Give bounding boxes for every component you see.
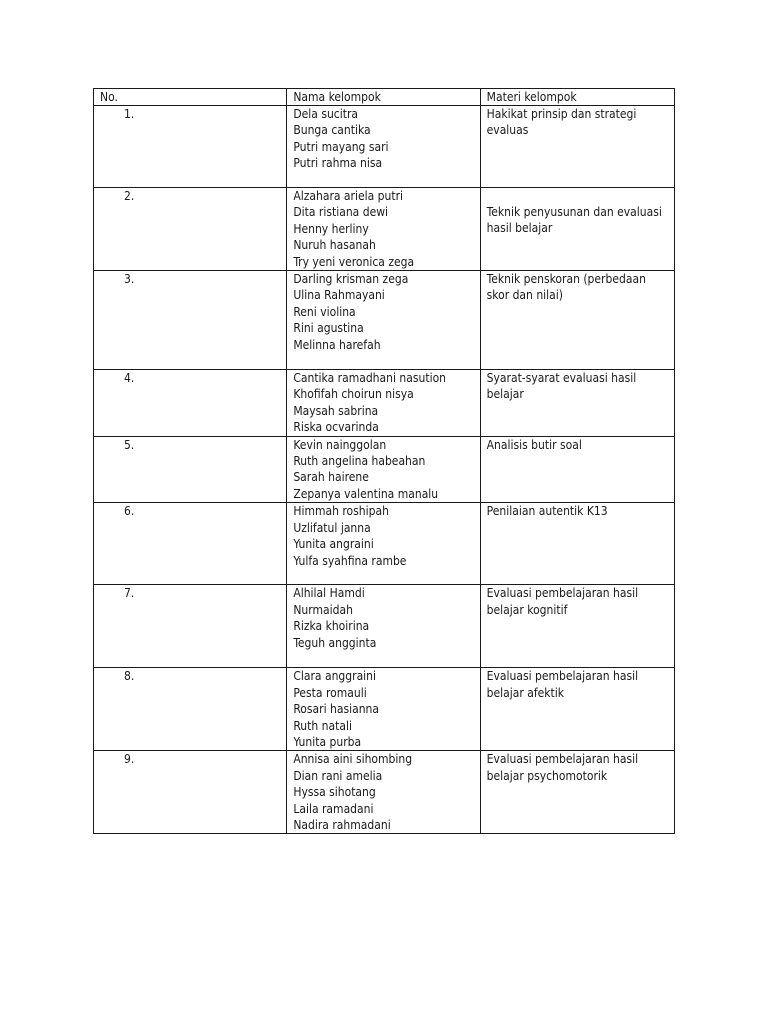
member-name: Try yeni veronica zega [293,254,415,269]
topic-cell [480,503,674,585]
member-name: Yulfa syahfina rambe [293,553,407,568]
row-number: 2. [124,189,135,203]
row-number: 5. [124,437,135,452]
row-number-cell [94,106,287,188]
row-number-cell [94,436,287,503]
member-names-cell [287,370,480,437]
member-name: Dela sucitra [293,107,359,121]
row-number-cell [94,503,287,585]
row-number: 1. [124,107,135,121]
member-name: Clara anggraini [293,669,377,684]
member-name: Kevin nainggolan [293,437,387,452]
row-number-cell [94,271,287,370]
topic-text: Evaluasi pembelajaran hasil belajar psychomotorik [486,752,639,783]
member-name: Nadira rahmadani [293,817,391,832]
topic-cell [480,106,674,188]
member-names-cell [287,436,480,503]
topic-cell [480,271,674,370]
member-name: Rini agustina [293,321,364,336]
member-names-cell [287,585,480,668]
header-names: Nama kelompok [287,89,480,106]
member-names-cell [287,751,480,834]
topic-text: Syarat-syarat evaluasi hasil belajar [486,371,637,402]
member-name: Alhilal Hamdi [293,586,365,601]
member-name: Laila ramadani [293,801,374,816]
table-row [94,271,675,370]
row-number: 7. [124,586,135,601]
table-row [94,436,675,503]
member-names-cell [287,188,480,271]
row-number-cell [94,370,287,437]
header-row [94,89,675,106]
member-name: Darling krisman zega [293,272,409,287]
member-name: Ruth natali [293,718,352,733]
member-name: Dian rani amelia [293,768,383,783]
topic-text: Penilaian autentik K13 [486,504,608,519]
topic-text: Evaluasi pembelajaran hasil belajar afektik [486,669,639,700]
row-number-cell [94,751,287,834]
topic-text: Teknik penyusunan dan evaluasi hasil belajar [486,205,662,236]
member-name: Nuruh hasanah [293,238,376,253]
member-name: Ruth angelina habeahan [293,454,426,469]
row-number-cell [94,188,287,271]
table-row [94,751,675,834]
member-names-cell [287,106,480,188]
member-name: Yunita purba [293,734,362,749]
member-name: Bunga cantika [293,123,371,138]
topic-cell [480,370,674,437]
row-number: 4. [124,371,135,386]
member-name: Himmah roshipah [293,504,389,519]
topic-cell [480,751,674,834]
table-row [94,370,675,437]
topic-text: Analisis butir soal [486,437,582,452]
member-name: Annisa aini sihombing [293,752,413,767]
member-name: Ulina Rahmayani [293,288,385,303]
topic-cell [480,188,674,271]
header-topic: Materi kelompok [480,89,674,106]
member-name: Hyssa sihotang [293,785,376,800]
row-number-cell [94,668,287,751]
member-name: Rizka khoirina [293,619,370,634]
topic-cell [480,668,674,751]
row-number: 9. [124,752,135,767]
member-name: Putri rahma nisa [293,156,383,171]
member-name: Khofifah choirun nisya [293,387,414,402]
table-row [94,188,675,271]
member-name: Teguh angginta [293,635,377,650]
member-name: Reni violina [293,304,356,319]
member-name: Yunita angraini [293,537,374,552]
member-name: Riska ocvarinda [293,420,379,435]
topic-text: Hakikat prinsip dan strategi evaluas [486,107,637,138]
member-name: Zepanya valentina manalu [293,486,439,501]
member-name: Melinna harefah [293,337,381,352]
member-name: Pesta romauli [293,685,367,700]
table-row [94,503,675,585]
member-name: Maysah sabrina [293,403,379,418]
topic-text: Teknik penskoran (perbedaan skor dan nilai) [486,272,646,303]
row-number: 6. [124,504,135,519]
member-name: Rosari hasianna [293,702,379,717]
table-row [94,668,675,751]
member-name: Alzahara ariela putri [293,189,404,203]
row-number: 8. [124,669,135,684]
topic-text: Evaluasi pembelajaran hasil belajar kognitif [486,586,639,617]
member-names-cell [287,271,480,370]
member-name: Cantika ramadhani nasution [293,371,447,386]
row-number: 3. [124,272,135,287]
member-name: Nurmaidah [293,602,353,617]
header-no: No. [94,89,287,106]
topic-cell [480,436,674,503]
member-names-cell [287,668,480,751]
member-name: Sarah hairene [293,470,369,485]
member-name: Henny herliny [293,221,369,236]
member-name: Putri mayang sari [293,139,389,154]
member-name: Uzlifatul janna [293,520,371,535]
table-row [94,106,675,188]
member-names-cell [287,503,480,585]
member-name: Dita ristiana dewi [293,205,389,220]
group-table-body [94,89,675,834]
topic-cell [480,585,674,668]
table-row [94,585,675,668]
row-number-cell [94,585,287,668]
group-table [93,88,675,834]
